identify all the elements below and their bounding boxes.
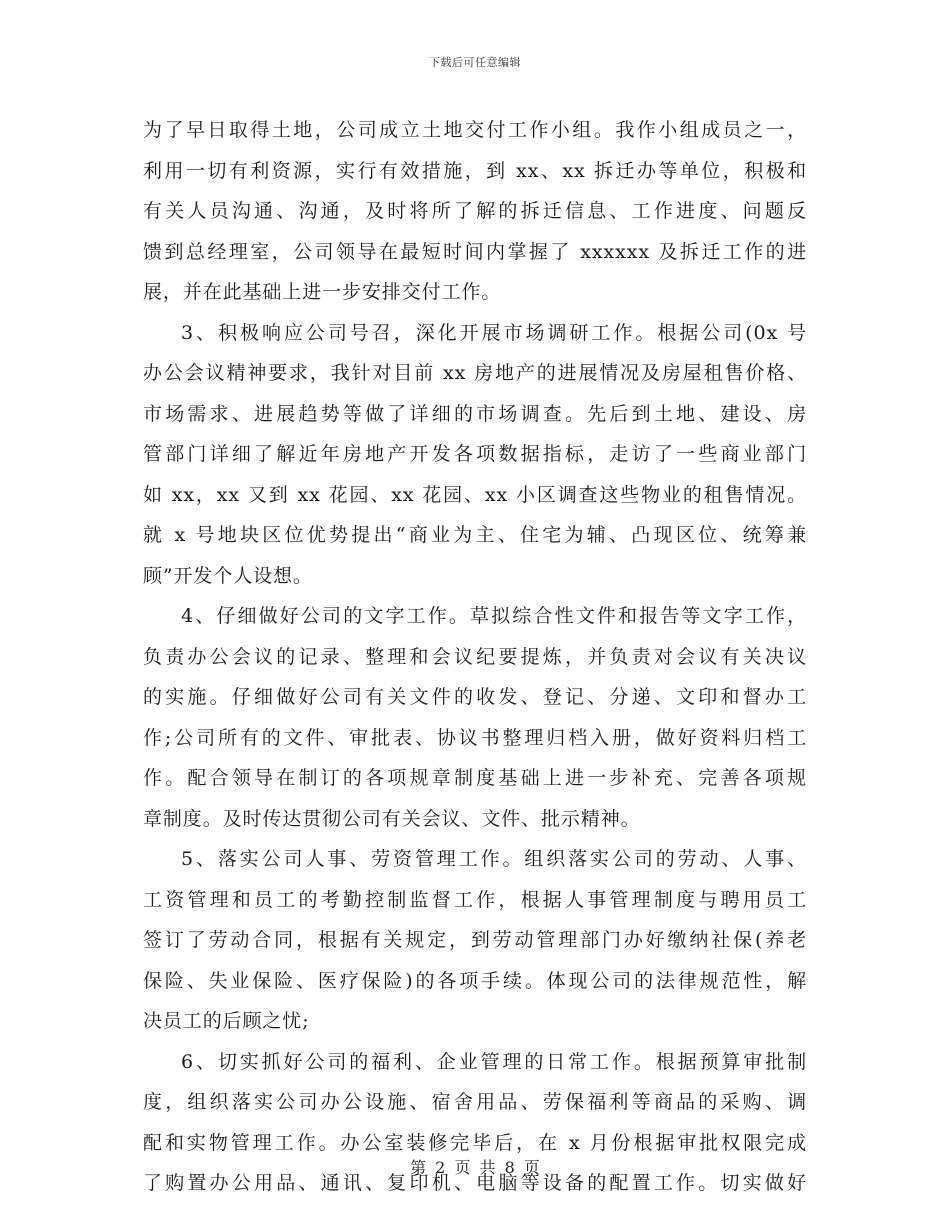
text-line: 办公会议精神要求，我针对目前 xx 房地产的进展情况及房屋租售价格、 — [143, 362, 807, 384]
paragraph-first-line: 5、落实公司人事、劳资管理工作。组织落实公司的劳动、人事、 — [181, 848, 807, 870]
text-line: 馈到总经理室，公司领导在最短时间内掌握了 xxxxxx 及拆迁工作的进 — [143, 240, 807, 263]
text-line: 了购置办公用品、通讯、复印机、电脑等设备的配置工作。切实做好 — [143, 1172, 807, 1194]
page-header: 下载后可任意编辑 — [429, 56, 521, 69]
text-line: 如 xx，xx 又到 xx 花园、xx 花园、xx 小区调查这些物业的租售情况。 — [143, 483, 807, 506]
text-line: 签订了劳动合同，根据有关规定，到劳动管理部门办好缴纳社保(养老 — [143, 929, 807, 951]
text-line: 度，组织落实公司办公设施、宿舍用品、劳保福利等商品的采购、调 — [143, 1091, 807, 1113]
text-line: 的实施。仔细做好公司有关文件的收发、登记、分递、文印和督办工 — [143, 686, 807, 708]
text-line: 作。配合领导在制订的各项规章制度基础上进一步补充、完善各项规 — [143, 767, 807, 789]
text-line: 有关人员沟通、沟通，及时将所了解的拆迁信息、工作进度、问题反 — [143, 200, 807, 222]
text-line: 就 x 号地块区位优势提出“商业为主、住宅为辅、凸现区位、统筹兼 — [143, 524, 807, 546]
text-line: 章制度。及时传达贯彻公司有关会议、文件、批示精神。 — [143, 807, 641, 830]
text-line: 管部门详细了解近年房地产开发各项数据指标，走访了一些商业部门 — [143, 443, 807, 465]
paragraph-first-line: 6、切实抓好公司的福利、企业管理的日常工作。根据预算审批制 — [181, 1050, 807, 1073]
text-line: 负责办公会议的记录、整理和会议纪要提炼，并负责对会议有关决议 — [143, 645, 807, 668]
page-footer: 第 2 页 共 8 页 — [410, 1158, 540, 1177]
text-line: 展，并在此基础上进一步安排交付工作。 — [143, 281, 502, 303]
text-line: 配和实物管理工作。办公室装修完毕后，在 x 月份根据审批权限完成 — [143, 1131, 807, 1154]
text-line: 决员工的后顾之忧; — [143, 1010, 310, 1032]
text-line: 顾”开发个人设想。 — [143, 564, 313, 587]
text-line: 工资管理和员工的考勤控制监督工作，根据人事管理制度与聘用员工 — [143, 888, 807, 911]
text-line: 市场需求、进展趋势等做了详细的市场调查。先后到土地、建设、房 — [143, 402, 807, 425]
paragraph-first-line: 3、积极响应公司号召，深化开展市场调研工作。根据公司(0x 号 — [181, 321, 807, 344]
paragraph-first-line: 4、仔细做好公司的文字工作。草拟综合性文件和报告等文字工作， — [181, 605, 807, 627]
document-body — [143, 110, 807, 1204]
text-line: 利用一切有利资源，实行有效措施，到 xx、xx 拆迁办等单位，积极和 — [143, 159, 807, 182]
text-line: 保险、失业保险、医疗保险)的各项手续。体现公司的法律规范性，解 — [143, 969, 807, 992]
text-line: 为了早日取得土地，公司成立土地交付工作小组。我作小组成员之一， — [143, 119, 807, 141]
text-line: 作;公司所有的文件、审批表、协议书整理归档入册，做好资料归档工 — [143, 726, 807, 749]
